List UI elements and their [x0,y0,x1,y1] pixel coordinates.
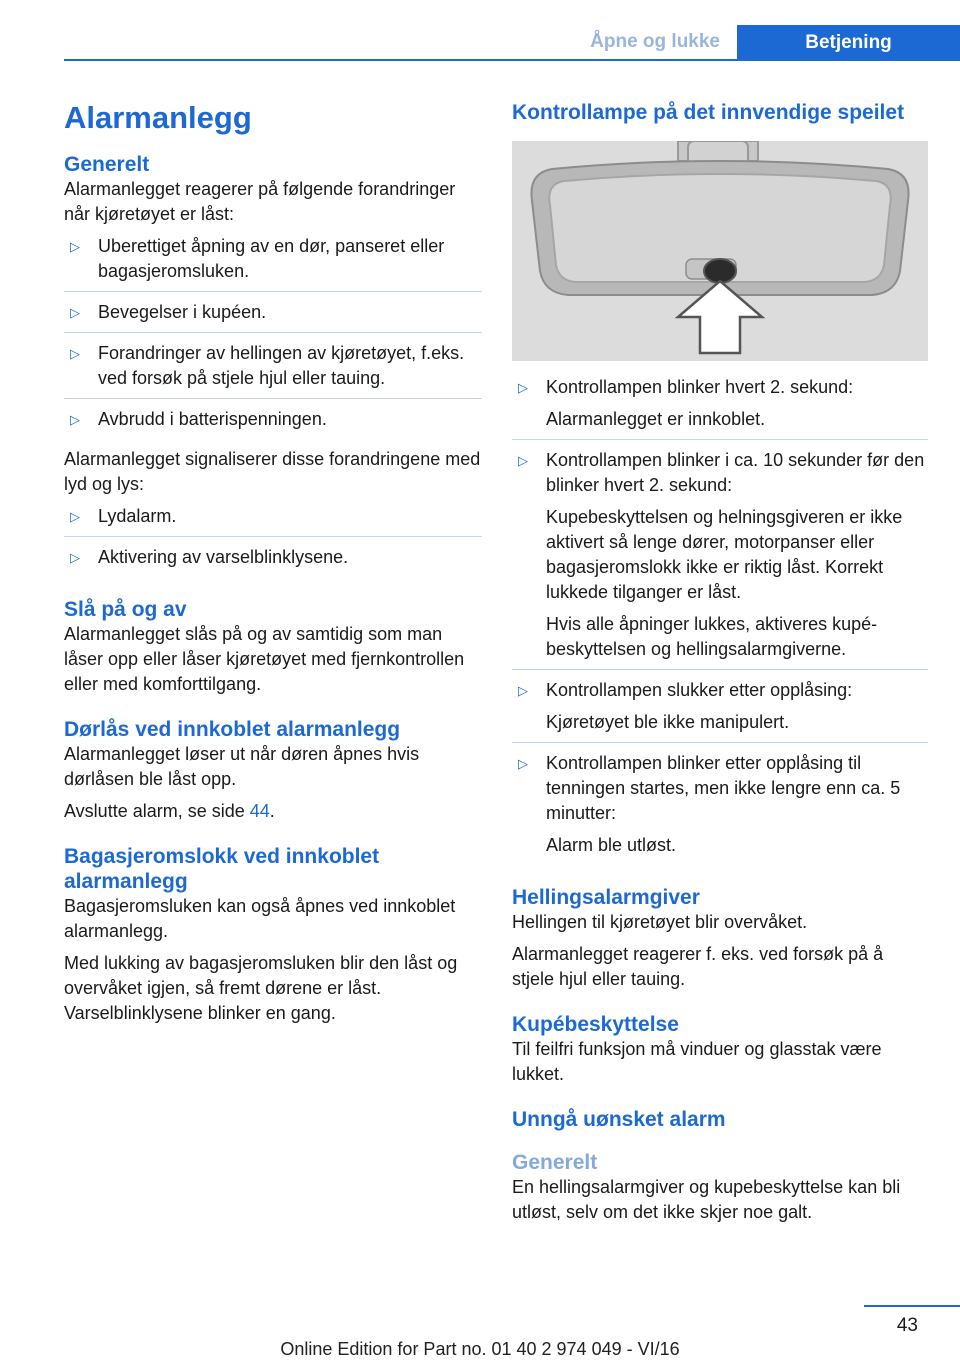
bagasje-text-1: Bagasjeromsluken kan også åpnes ved innkoblet alarmanlegg. [64,896,456,941]
left-column [64,100,482,1033]
trigger-list [64,234,482,439]
heading-hellingsalarmgiver: Hellingsalarmgiver [512,886,700,909]
list-item: ▷ Kontrollampen blinker hvert 2. sekund: Alarmanlegget er innkoblet. [512,375,928,440]
list-item: ▷ Kontrollampen blinker i ca. 10 sekunder før den blinker hvert 2. sekund: Kupebeskyttelsen og helningsgiveren er ikke aktivert så lenge dører, motorpanser eller bagasjeromslokk ikke er riktig låst. Korrekt lukkede tilganger er låst. Hvis alle åpninger lukkes, aktiveres kupébeskyttelsen og hellingsalarmgiverne. [512,448,928,670]
bullet-triangle-icon: ▷ [518,453,528,468]
heading-bagasjeromslokk: Bagasjeromslokk ved innkoblet alarmanlegg [64,845,380,893]
page-reference-link[interactable]: 44 [249,801,270,821]
list-item: ▷ Uberettiget åpning av en dør, panseret eller bagasjeromsluken. [64,234,482,292]
footer-rule [864,1305,960,1307]
list-item: ▷ Avbrudd i batterispenningen. [64,407,482,439]
edition-footer: Online Edition for Part no. 01 40 2 974 049 - VI/16 [280,1339,680,1359]
sla-text: Alarmanlegget slås på og av samtidig som man låser opp eller låser kjøretøyet med fjernkontrollen eller med komforttilgang. [64,624,465,694]
helling-text-1: Hellingen til kjøretøyet blir overvåket. [512,912,808,932]
bullet-triangle-icon: ▷ [70,305,80,320]
bullet-triangle-icon: ▷ [518,756,528,771]
bagasje-text-2: Med lukking av bagasjeromsluken blir den låst og overvåket igjen, så fremt dørene er låst. Varselblinklysene blinker en gang. [64,953,458,1023]
header-section-label: Åpne og lukke [590,31,720,52]
bullet-triangle-icon: ▷ [70,550,80,565]
bullet-triangle-icon: ▷ [70,509,80,524]
indicator-list [512,375,928,865]
list-item: ▷ Lydalarm. [64,504,482,537]
list-item: ▷ Bevegelser i kupéen. [64,300,482,333]
heading-kontrollampe: Kontrollampe på det innvendige speilet [512,101,905,124]
bullet-triangle-icon: ▷ [518,683,528,698]
heading-dorlas: Dørlås ved innkoblet alarmanlegg [64,718,401,741]
page-number: 43 [896,1315,918,1336]
bullet-triangle-icon: ▷ [70,412,80,427]
list-item: ▷ Kontrollampen slukker etter opplåsing: Kjøretøyet ble ikke manipulert. [512,678,928,743]
heading-unnga-alarm: Unngå uønsket alarm [512,1108,726,1131]
helling-text-2: Alarmanlegget reagerer f. eks. ved forsøk på å stjele hjul eller tauing. [512,944,884,989]
dorlas-reference: Avslutte alarm, se side 44. [64,801,275,821]
page-header [64,25,960,61]
signal-text: Alarmanlegget signaliserer disse forandringene med lyd og lys: [64,449,481,494]
heading-kupebeskyttelse: Kupébeskyttelse [512,1013,679,1036]
list-item: ▷ Kontrollampen blinker etter opplåsing til tenningen startes, men ikke lengre enn ca. 5 minutter: Alarm ble utløst. [518,753,901,855]
kupe-text: Til feilfri funksjon må vinduer og glasstak være lukket. [512,1039,882,1084]
list-item: ▷ Aktivering av varselblinklysene. [64,545,482,577]
heading-sla-pa-og-av: Slå på og av [64,598,187,621]
bullet-triangle-icon: ▷ [518,380,528,395]
page-title: Alarmanlegg [64,100,252,135]
header-chapter-tab: Betjening [737,25,960,61]
rearview-mirror-illustration [512,141,928,361]
heading-generelt: Generelt [64,153,150,176]
signal-list [64,504,482,577]
rearview-mirror-figure [512,141,928,361]
subheading-generelt: Generelt [512,1151,598,1174]
dorlas-text: Alarmanlegget løser ut når døren åpnes hvis dørlåsen ble låst opp. [64,744,420,789]
generelt-intro: Alarmanlegget reagerer på følgende forandringer når kjøretøyet er låst: [64,179,456,224]
unnga-text: En hellingsalarmgiver og kupebeskyttelse kan bli utløst, selv om det ikke skjer noe galt. [512,1177,901,1222]
right-column [512,100,928,1232]
bullet-triangle-icon: ▷ [70,239,80,254]
list-item: ▷ Forandringer av hellingen av kjøretøyet, f.eks. ved forsøk på stjele hjul eller tauing. [64,341,482,399]
bullet-triangle-icon: ▷ [70,346,80,361]
